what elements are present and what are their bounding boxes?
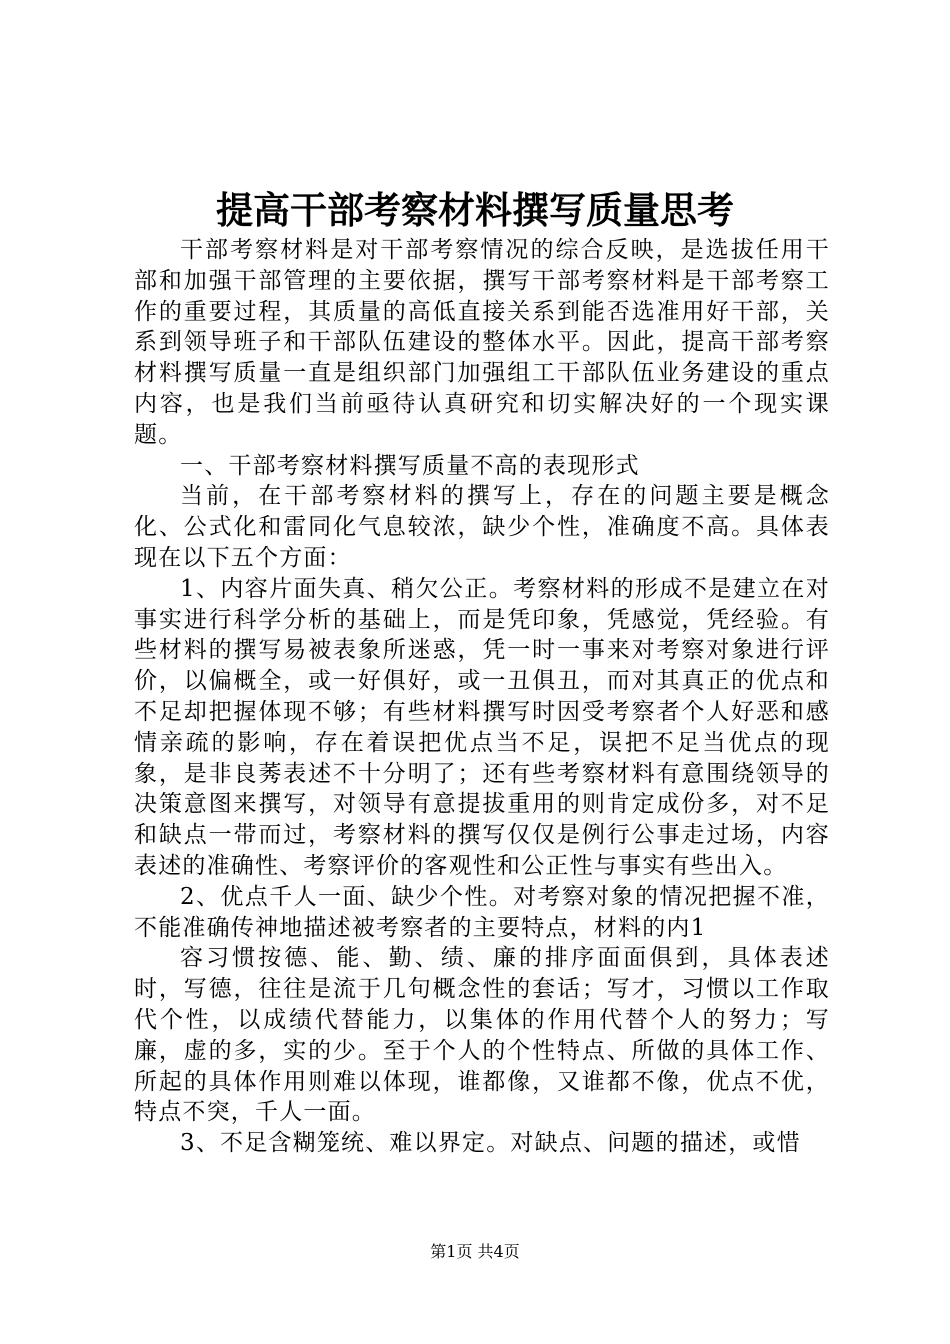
paragraph-point-2-continued: 容习惯按德、能、勤、绩、廉的排序面面俱到，具体表述时，写德，往往是流于几句概念性的套话；写才，习惯以工作取代个性，以成绩代替能力，以集体的作用代替个人的努力；写廉，虚的多，实的少。至于个人的个性特点、所做的具体工作、所起的具体作用则难以体现，谁都像，又谁都不像，优点不优，特点不突，千人一面。	[134, 945, 830, 1126]
paragraph-point-2: 2、优点千人一面、缺少个性。对考察对象的情况把握不准，不能准确传神地描述被考察者的主要特点，材料的内1	[134, 883, 830, 941]
paragraph-intro: 干部考察材料是对干部考察情况的综合反映，是选拔任用干部和加强干部管理的主要依据，撰写干部考察材料是干部考察工作的重要过程，其质量的高低直接关系到能否选准用好干部，关系到领导班子和干部队伍建设的整体水平。因此，提高干部考察材料撰写质量一直是组织部门加强组工干部队伍业务建设的重点内容，也是我们当前亟待认真研究和切实解决好的一个现实课题。	[134, 237, 830, 448]
paragraph-point-1: 1、内容片面失真、稍欠公正。考察材料的形成不是建立在对事实进行科学分析的基础上，而是凭印象，凭感觉，凭经验。有些材料的撰写易被表象所迷惑，凭一时一事来对考察对象进行评价，以偏概全，或一好俱好，或一丑俱丑，而对其真正的优点和不足却把握体现不够；有些材料撰写时因受考察者个人好恶和感情亲疏的影响，存在着误把优点当不足，误把不足当优点的现象，是非良莠表述不十分明了；还有些考察材料有意围绕领导的决策意图来撰写，对领导有意提拔重用的则肯定成份多，对不足和缺点一带而过，考察材料的撰写仅仅是例行公事走过场，内容表述的准确性、考察评价的客观性和公正性与事实有些出入。	[134, 575, 830, 879]
document-title: 提高干部考察材料撰写质量思考	[216, 188, 734, 232]
document-body	[134, 235, 830, 1159]
page-footer: 第1页 共4页	[430, 1242, 520, 1261]
paragraph-point-3: 3、不足含糊笼统、难以界定。对缺点、问题的描述，或惜	[180, 1130, 801, 1157]
section-heading-1: 一、干部考察材料撰写质量不高的表现形式	[180, 452, 640, 479]
paragraph-overview: 当前，在干部考察材料的撰写上，存在的问题主要是概念化、公式化和雷同化气息较浓，缺少个性，准确度不高。具体表现在以下五个方面：	[134, 483, 830, 571]
